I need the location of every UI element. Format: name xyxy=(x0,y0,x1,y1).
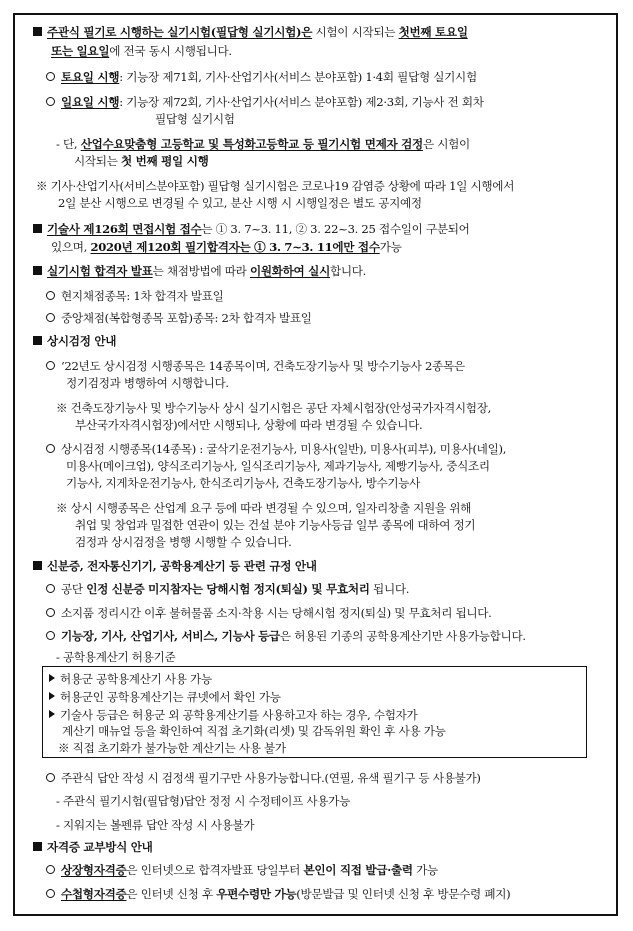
s5-item-b-text: 소지품 정리시간 이후 불허물품 소지·착용 시는 당해시험 정지(퇴실) 및 무효처리 됩니다. xyxy=(61,606,492,620)
s1-line2 xyxy=(51,42,232,61)
s4-note-2: ※ 상시 시행종목은 산업계 요구 등에 따라 변경될 수 있으며, 일자리창출 지원을 위해 xyxy=(56,501,471,515)
saturday-desc: : 기능장 제71회, 기사·산업기사(서비스 분야포함) 1·4회 필답형 실기시험 xyxy=(119,70,477,84)
s6-item-a xyxy=(46,861,438,880)
s4-item-2-cont2: 기능사, 지게차운전기능사, 한식조리기능사, 건축도장기능사, 방수기능사 xyxy=(66,476,421,490)
s5-item-g: - 지워지는 볼펜류 답안 작성 시 사용불가 xyxy=(56,818,255,832)
s1-sunday-item xyxy=(46,93,484,112)
certificate-type-b: 수첩형자격증 xyxy=(61,887,127,901)
s5-item-e-text: 주관식 답안 작성 시 검정색 필기구만 사용가능합니다.(연필, 유색 필기구 등 사용불가) xyxy=(61,771,481,785)
s4-note-1-cont: 부산국가자격시험장)에서만 시행되나, 상황에 따라 변경될 수 있습니다. xyxy=(75,418,423,432)
dash-prefix: - 단, xyxy=(56,137,81,151)
s4-note-2-cont2: 검정과 상시검정을 병행 시행할 수 있습니다. xyxy=(75,535,292,549)
mail-only-text: 우편수령만 가능 xyxy=(216,887,297,901)
exception-text-2: 시작되는 xyxy=(74,154,121,168)
s3-line1 xyxy=(33,262,366,281)
s2-line2 xyxy=(51,238,402,257)
s1-saturday-text: 첫번째 토요일 xyxy=(398,25,468,39)
self-issue-text: 본인이 직접 발급·출력 xyxy=(303,863,413,877)
s2-line1 xyxy=(33,220,470,239)
grade-list-text: 기능장, 기사, 산업기사, 서비스, 기능사 등급 xyxy=(61,629,280,643)
s1-line1 xyxy=(33,23,468,42)
s6-item-a-end: 가능 xyxy=(412,863,438,877)
s5-item-a-text: 공단 xyxy=(61,582,87,596)
square-bullet-icon xyxy=(33,27,42,36)
circle-bullet-icon xyxy=(46,291,55,300)
triangle-bullet-icon xyxy=(49,674,55,682)
result-announce-text: 실기시험 합격자 발표 xyxy=(47,264,153,278)
s3-text: 는 채점방법에 따라 xyxy=(152,264,250,278)
s4-title-text: 상시검정 안내 xyxy=(47,334,117,348)
s1-exception-line2 xyxy=(74,152,209,171)
s2-text: 있으며, xyxy=(51,240,91,254)
square-bullet-icon xyxy=(33,561,42,570)
s5-item-a xyxy=(46,580,409,599)
circle-bullet-icon xyxy=(46,72,55,81)
interview-exam-text: 기술사 제126회 면접시험 접수 xyxy=(47,222,202,236)
square-bullet-icon xyxy=(33,842,42,851)
circle-bullet-icon xyxy=(46,97,55,106)
s1-note-line2: 2일 분산 시행으로 변경될 수 있고, 분산 시행 시 시행일정은 별도 공지예정 xyxy=(58,196,422,210)
s3-item-b-text: 중앙채점(복합형종목 포함)종목: 2차 합격자 발표일 xyxy=(61,311,312,325)
s1-bold-text: 주관식 필기로 시행하는 실기시험(필답형 실기시험)은 xyxy=(47,25,313,39)
first-weekday-text: 첫 번째 평일 시행 xyxy=(120,154,209,168)
s4-item-2-text: 상시검정 시행종목(14종목) : 굴삭기운전기능사, 미용사(일반), 미용사(피부), 미용사(네일), xyxy=(61,442,507,456)
sunday-desc: : 기능장 제72회, 기사·산업기사(서비스 분야포함) 제2·3회, 기능사 전 회차 xyxy=(119,95,484,109)
dual-text: 이원화하여 실시 xyxy=(249,264,330,278)
s6-item-b-text: 은 인터넷 신청 후 xyxy=(126,887,217,901)
box-item-1 xyxy=(49,670,212,689)
box-item-3-text: 기술사 등급은 허용군 외 공학용계산기를 사용하고자 하는 경우, 수험자가 xyxy=(60,708,418,722)
s6-item-b-end: (방문발급 및 인터넷 신청 후 방문수령 폐지) xyxy=(296,887,511,901)
circle-bullet-icon xyxy=(46,631,55,640)
s2-text-end: 가능 xyxy=(379,240,402,254)
s4-item-1-cont: 정기검정과 병행하여 시행합니다. xyxy=(66,376,229,390)
box-item-3-cont: 계산기 매뉴얼 등을 확인하여 직접 초기화(리셋) 및 감독위원 확인 후 사용 가능 xyxy=(62,724,446,738)
s5-item-c-text: 은 허용된 기종의 공학용계산기만 사용가능합니다. xyxy=(279,629,526,643)
box-item-2-text: 허용군인 공학용계산기는 큐넷에서 확인 가능 xyxy=(60,690,281,704)
saturday-label: 토요일 시행 xyxy=(61,70,120,84)
s5-item-b xyxy=(46,604,492,623)
interview-exam-dates: 는 ① 3. 7~3. 11, ② 3. 22~3. 25 접수일이 구분되어 xyxy=(201,222,470,236)
s5-title-text: 신분증, 전자통신기기, 공학용계산기 등 관련 규정 안내 xyxy=(47,559,317,573)
s3-text-end: 합니다. xyxy=(329,264,367,278)
s6-title xyxy=(33,838,153,857)
sunday-label: 일요일 시행 xyxy=(61,95,120,109)
s5-item-e xyxy=(46,769,481,788)
certificate-type-a: 상장형자격증 xyxy=(61,863,127,877)
s5-title xyxy=(33,557,317,576)
box-item-2 xyxy=(49,688,281,707)
id-card-rule-text: 인정 신분증 미지참자는 당해시험 정지(퇴실) 및 무효처리 xyxy=(86,582,370,596)
s1-sunday-text: 또는 일요일 xyxy=(51,44,110,58)
s6-title-text: 자격증 교부방식 안내 xyxy=(47,840,153,854)
box-warning: ※ 직접 초기화가 불가능한 계산기는 사용 불가 xyxy=(58,741,286,755)
s3-item-a-text: 현지채점종목: 1차 합격자 발표일 xyxy=(61,289,224,303)
circle-bullet-icon xyxy=(46,608,55,617)
circle-bullet-icon xyxy=(46,773,55,782)
s4-note-2-cont1: 취업 및 창업과 밀접한 연관이 있는 건설 분야 기능사등급 일부 종목에 대하여 정기 xyxy=(75,518,476,532)
box-item-1-text: 허용군 공학용계산기 사용 가능 xyxy=(60,672,212,686)
circle-bullet-icon xyxy=(46,889,55,898)
s1-text-2: 에 전국 동시 시행됩니다. xyxy=(109,44,232,58)
s5-item-c xyxy=(46,627,526,646)
triangle-bullet-icon xyxy=(49,692,55,700)
circle-bullet-icon xyxy=(46,584,55,593)
s4-item-1-text: ‘22년도 상시검정 시행종목은 14종목이며, 건축도장기능사 및 방수기능사 2종목은 xyxy=(61,359,465,373)
exception-bold-text: 산업수요맞춤형 고등학교 및 특성화고등학교 등 필기시험 면제자 검정 xyxy=(80,137,423,151)
s1-note-line1: ※ 기사·산업기사(서비스분야포함) 필답형 실기시험은 코로나19 감염증 상황에 따라 1일 시행에서 xyxy=(36,179,515,193)
s5-item-f: - 주관식 필기시험(필답형)답안 정정 시 수정테이프 사용가능 xyxy=(56,794,350,808)
square-bullet-icon xyxy=(33,224,42,233)
triangle-bullet-icon xyxy=(49,710,55,718)
circle-bullet-icon xyxy=(46,361,55,370)
s6-item-b xyxy=(46,885,510,904)
s3-item-a xyxy=(46,287,224,306)
square-bullet-icon xyxy=(33,266,42,275)
s1-sunday-item-cont: 필답형 실기시험 xyxy=(155,112,235,126)
s5-calc-criteria: - 공학용계산기 허용기준 xyxy=(56,650,176,664)
square-bullet-icon xyxy=(33,336,42,345)
circle-bullet-icon xyxy=(46,444,55,453)
circle-bullet-icon xyxy=(46,865,55,874)
exception-text: 은 시험이 xyxy=(422,137,470,151)
s1-text: 시험이 시작되는 xyxy=(312,25,399,39)
circle-bullet-icon xyxy=(46,313,55,322)
s3-item-b xyxy=(46,309,312,328)
s1-saturday-item xyxy=(46,68,477,87)
s4-title xyxy=(33,332,116,351)
s5-item-a-end: 됩니다. xyxy=(369,582,410,596)
s6-item-a-text: 은 인터넷으로 합격자발표 당일부터 xyxy=(126,863,304,877)
s4-item-2-cont1: 미용사(메이크업), 양식조리기능사, 일식조리기능사, 제과기능사, 제빵기능사, 중식조리 xyxy=(66,459,490,473)
written-pass-text: 2020년 제120회 필기합격자는 ① 3. 7~3. 11에만 접수 xyxy=(90,240,380,254)
s4-note-1: ※ 건축도장기능사 및 방수기능사 상시 실기시험은 공단 자체시험장(안성국가자격시험장, xyxy=(56,401,491,415)
